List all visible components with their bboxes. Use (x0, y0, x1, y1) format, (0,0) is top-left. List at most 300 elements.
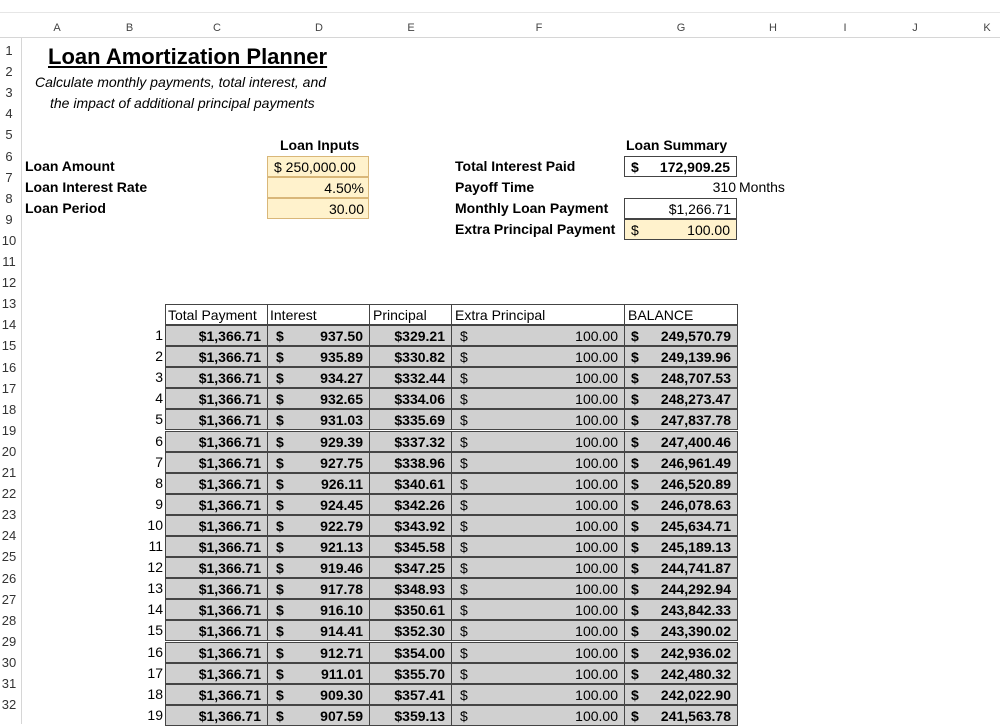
loan-amount-label: Loan Amount (25, 158, 115, 174)
extra-principal-value: 100.00 (575, 370, 618, 387)
balance-cell[interactable] (624, 663, 738, 684)
total-interest-cell[interactable] (624, 156, 737, 177)
currency-symbol: $ (631, 496, 639, 513)
extra-principal-value: 100.00 (575, 496, 618, 513)
subtitle-line-2: the impact of additional principal payments (50, 95, 315, 111)
extra-principal-cell[interactable] (451, 367, 625, 388)
currency-symbol: $ (276, 517, 284, 534)
interest-value: 931.03 (320, 412, 363, 429)
extra-principal-value: 100.00 (575, 475, 618, 492)
balance-value: 249,570.79 (660, 328, 731, 344)
principal-cell[interactable]: $337.32 (369, 431, 452, 452)
column-header-3[interactable]: D (315, 22, 323, 34)
extra-principal-cell[interactable] (451, 515, 625, 536)
interest-value: 935.89 (320, 349, 363, 366)
monthly-payment-label: Monthly Loan Payment (455, 200, 609, 216)
total-payment-cell[interactable]: $1,366.71 (165, 515, 268, 536)
principal-cell[interactable]: $345.58 (369, 536, 452, 557)
interest-value: 916.10 (320, 602, 363, 619)
interest-cell[interactable] (267, 642, 370, 663)
row-header-divider (21, 38, 22, 724)
principal-cell[interactable]: $338.96 (369, 452, 452, 473)
interest-value: 912.71 (320, 644, 363, 661)
balance-value: 244,741.87 (660, 560, 731, 577)
row-index: 9 (155, 495, 163, 512)
interest-cell[interactable] (267, 494, 370, 515)
balance-value: 241,563.78 (660, 707, 731, 724)
row-header[interactable]: 11 (2, 254, 16, 269)
currency-symbol: $ (460, 391, 468, 408)
table-header-total-payment[interactable]: Total Payment (165, 304, 268, 325)
principal-cell[interactable]: $348.93 (369, 578, 452, 599)
row-header[interactable]: 14 (1, 317, 17, 333)
interest-cell[interactable] (267, 684, 370, 705)
table-header-extra-principal[interactable]: Extra Principal (451, 304, 625, 325)
loan-summary-header: Loan Summary (626, 137, 728, 153)
column-header-0[interactable]: A (53, 22, 61, 34)
extra-principal-value: 100.00 (575, 581, 618, 598)
total-payment-cell[interactable]: $1,366.71 (165, 409, 268, 430)
interest-cell[interactable] (267, 578, 370, 599)
interest-cell[interactable] (267, 515, 370, 536)
currency-symbol: $ (460, 328, 468, 344)
currency-symbol: $ (631, 159, 639, 175)
total-payment-cell[interactable]: $1,366.71 (165, 346, 268, 367)
currency-symbol: $ (276, 454, 284, 471)
total-payment-cell[interactable]: $1,366.71 (165, 388, 268, 409)
currency-symbol: $ (460, 707, 468, 724)
table-header-balance[interactable]: BALANCE (624, 304, 738, 325)
balance-value: 247,400.46 (660, 433, 731, 450)
principal-cell[interactable]: $335.69 (369, 409, 452, 430)
interest-cell[interactable] (267, 452, 370, 473)
currency-symbol: $ (276, 349, 284, 366)
extra-principal-value: 100.00 (575, 349, 618, 366)
loan-period-input[interactable]: 30.00 (267, 198, 369, 219)
extra-principal-cell[interactable] (451, 473, 625, 494)
extra-principal-cell[interactable] (451, 684, 625, 705)
row-index: 4 (155, 390, 163, 407)
row-index: 2 (155, 348, 163, 365)
currency-symbol: $ (276, 539, 284, 555)
interest-value: 921.13 (320, 539, 363, 555)
currency-symbol: $ (631, 644, 639, 661)
principal-cell[interactable]: $354.00 (369, 642, 452, 663)
column-header-7[interactable]: H (769, 22, 777, 34)
total-payment-cell[interactable]: $1,366.71 (165, 494, 268, 515)
balance-cell[interactable] (624, 599, 738, 620)
principal-cell[interactable]: $347.25 (369, 557, 452, 578)
row-header[interactable]: 18 (1, 401, 17, 417)
row-index: 19 (147, 706, 163, 723)
currency-symbol: $ (276, 623, 284, 640)
row-index: 16 (147, 643, 163, 660)
extra-principal-value: 100.00 (575, 560, 618, 577)
extra-principal-value: 100.00 (575, 328, 618, 344)
column-header-4[interactable]: E (407, 22, 415, 34)
currency-symbol: $ (276, 496, 284, 513)
table-header-principal[interactable]: Principal (369, 304, 452, 325)
total-payment-cell[interactable]: $1,366.71 (165, 620, 268, 641)
principal-cell[interactable]: $334.06 (369, 388, 452, 409)
currency-symbol: $ (460, 349, 468, 366)
currency-symbol: $ (276, 581, 284, 598)
payoff-time-value[interactable]: 310 (712, 179, 736, 195)
extra-principal-value: 100.00 (687, 222, 730, 238)
currency-symbol: $ (460, 517, 468, 534)
row-index: 8 (155, 474, 163, 491)
currency-symbol: $ (631, 475, 639, 492)
principal-cell[interactable]: $332.44 (369, 367, 452, 388)
row-header[interactable]: 4 (5, 106, 13, 122)
row-index: 3 (155, 369, 163, 386)
extra-principal-cell[interactable] (451, 705, 625, 726)
interest-value: 926.11 (320, 475, 363, 492)
table-header-interest[interactable]: Interest (267, 304, 370, 325)
extra-principal-cell[interactable] (451, 578, 625, 599)
balance-cell[interactable] (624, 494, 738, 515)
extra-principal-value: 100.00 (575, 433, 618, 450)
balance-cell[interactable] (624, 642, 738, 663)
extra-principal-value: 100.00 (575, 539, 618, 555)
currency-symbol: $ (460, 475, 468, 492)
extra-principal-value: 100.00 (575, 454, 618, 471)
extra-principal-cell[interactable] (451, 346, 625, 367)
total-payment-cell[interactable]: $1,366.71 (165, 557, 268, 578)
balance-value: 244,292.94 (660, 581, 731, 598)
currency-symbol: $ (631, 581, 639, 598)
total-payment-cell[interactable]: $1,366.71 (165, 536, 268, 557)
row-index: 5 (155, 411, 163, 428)
extra-principal-cell[interactable] (451, 325, 625, 346)
currency-symbol: $ (276, 433, 284, 450)
column-header-5[interactable]: F (535, 22, 543, 34)
row-header[interactable]: 2 (5, 64, 13, 80)
interest-value: 907.59 (320, 707, 363, 724)
total-payment-cell[interactable]: $1,366.71 (165, 367, 268, 388)
extra-principal-cell[interactable] (451, 409, 625, 430)
currency-symbol: $ (460, 644, 468, 661)
principal-cell[interactable]: $329.21 (369, 325, 452, 346)
loan-period-label: Loan Period (25, 200, 106, 216)
currency-symbol: $ (460, 686, 468, 703)
total-interest-value: 172,909.25 (659, 159, 730, 175)
balance-cell[interactable] (624, 515, 738, 536)
row-header[interactable]: 27 (1, 591, 17, 607)
row-header[interactable]: 5 (5, 127, 13, 143)
extra-principal-cell[interactable] (451, 536, 625, 557)
balance-cell[interactable] (624, 620, 738, 641)
row-header[interactable]: 7 (5, 169, 13, 185)
interest-cell[interactable] (267, 663, 370, 684)
currency-symbol: $ (631, 222, 639, 238)
extra-principal-cell[interactable] (451, 642, 625, 663)
total-payment-cell[interactable]: $1,366.71 (165, 705, 268, 726)
interest-cell[interactable] (267, 536, 370, 557)
currency-symbol: $ (276, 644, 284, 661)
row-index: 1 (155, 327, 163, 343)
currency-symbol: $ (631, 349, 639, 366)
balance-value: 242,480.32 (660, 665, 731, 682)
row-header[interactable]: 17 (1, 380, 17, 396)
currency-symbol: $ (631, 665, 639, 682)
extra-principal-cell[interactable] (451, 452, 625, 473)
interest-value: 919.46 (320, 560, 363, 577)
interest-cell[interactable] (267, 367, 370, 388)
interest-value: 917.78 (320, 581, 363, 598)
currency-symbol: $ (460, 623, 468, 640)
interest-cell[interactable] (267, 346, 370, 367)
currency-symbol: $ (631, 623, 639, 640)
currency-symbol: $ (460, 602, 468, 619)
interest-value: 909.30 (320, 686, 363, 703)
payoff-time-label: Payoff Time (455, 179, 535, 195)
balance-value: 248,273.47 (660, 391, 731, 408)
currency-symbol: $ (631, 686, 639, 703)
balance-value: 247,837.78 (660, 412, 731, 429)
total-payment-cell[interactable]: $1,366.71 (165, 663, 268, 684)
interest-cell[interactable] (267, 325, 370, 346)
currency-symbol: $ (276, 707, 284, 724)
row-index: 13 (147, 580, 163, 597)
loan-amount-input[interactable]: $ 250,000.00 (267, 156, 369, 177)
balance-value: 243,842.33 (660, 602, 731, 619)
row-header[interactable]: 25 (1, 549, 17, 565)
total-payment-cell[interactable]: $1,366.71 (165, 473, 268, 494)
column-header-2[interactable]: C (213, 22, 221, 34)
monthly-payment-value[interactable]: $1,266.71 (624, 198, 737, 219)
interest-value: 937.50 (320, 328, 363, 344)
loan-rate-label: Loan Interest Rate (25, 179, 148, 195)
currency-symbol: $ (460, 412, 468, 429)
extra-principal-cell[interactable] (451, 557, 625, 578)
row-header[interactable]: 28 (1, 612, 17, 628)
interest-value: 934.27 (320, 370, 363, 387)
currency-symbol: $ (460, 581, 468, 598)
page-title: Loan Amortization Planner (48, 44, 328, 69)
interest-value: 929.39 (320, 433, 363, 450)
column-header-9[interactable]: J (912, 22, 918, 34)
balance-value: 242,936.02 (660, 644, 731, 661)
row-index: 18 (147, 685, 163, 702)
row-header[interactable]: 29 (1, 633, 17, 649)
interest-cell[interactable] (267, 431, 370, 452)
currency-symbol: $ (631, 560, 639, 577)
balance-cell[interactable] (624, 684, 738, 705)
currency-symbol: $ (631, 602, 639, 619)
interest-value: 914.41 (320, 623, 363, 640)
extra-principal-value: 100.00 (575, 412, 618, 429)
row-header[interactable]: 31 (1, 676, 17, 691)
balance-cell[interactable] (624, 705, 738, 726)
column-header-10[interactable]: K (983, 22, 991, 34)
balance-cell[interactable] (624, 452, 738, 473)
currency-symbol: $ (276, 412, 284, 429)
currency-symbol: $ (631, 370, 639, 387)
row-header[interactable]: 22 (1, 486, 17, 502)
balance-value: 246,078.63 (660, 496, 731, 513)
currency-symbol: $ (631, 707, 639, 724)
row-header[interactable]: 23 (1, 507, 17, 523)
total-payment-cell[interactable]: $1,366.71 (165, 642, 268, 663)
extra-principal-cell[interactable] (451, 620, 625, 641)
extra-principal-cell[interactable] (451, 663, 625, 684)
row-header[interactable]: 13 (1, 296, 17, 312)
currency-symbol: $ (460, 539, 468, 555)
balance-value: 245,634.71 (660, 517, 731, 534)
row-header[interactable]: 1 (5, 43, 13, 58)
interest-value: 924.45 (320, 496, 363, 513)
balance-cell[interactable] (624, 346, 738, 367)
principal-cell[interactable]: $340.61 (369, 473, 452, 494)
interest-value: 911.01 (320, 665, 363, 682)
extra-principal-value: 100.00 (575, 686, 618, 703)
extra-principal-value: 100.00 (575, 623, 618, 640)
balance-value: 242,022.90 (660, 686, 731, 703)
row-header[interactable]: 10 (1, 232, 17, 248)
principal-cell[interactable]: $342.26 (369, 494, 452, 515)
row-header[interactable]: 24 (1, 528, 17, 544)
extra-principal-input[interactable] (624, 219, 737, 240)
total-payment-cell[interactable]: $1,366.71 (165, 599, 268, 620)
principal-cell[interactable]: $352.30 (369, 620, 452, 641)
row-header[interactable]: 15 (1, 338, 17, 354)
total-interest-label: Total Interest Paid (455, 158, 576, 174)
currency-symbol: $ (460, 454, 468, 471)
interest-cell[interactable] (267, 409, 370, 430)
currency-symbol: $ (276, 560, 284, 577)
extra-principal-value: 100.00 (575, 602, 618, 619)
principal-cell[interactable]: $359.13 (369, 705, 452, 726)
total-payment-cell[interactable]: $1,366.71 (165, 325, 268, 346)
extra-principal-value: 100.00 (575, 517, 618, 534)
currency-symbol: $ (276, 328, 284, 344)
row-header[interactable]: 16 (1, 359, 17, 375)
currency-symbol: $ (276, 686, 284, 703)
currency-symbol: $ (631, 517, 639, 534)
row-index: 17 (147, 664, 163, 681)
extra-principal-cell[interactable] (451, 599, 625, 620)
currency-symbol: $ (631, 454, 639, 471)
extra-principal-cell[interactable] (451, 494, 625, 515)
row-header[interactable]: 32 (1, 697, 17, 713)
balance-value: 245,189.13 (660, 539, 731, 555)
balance-cell[interactable] (624, 557, 738, 578)
balance-cell[interactable] (624, 431, 738, 452)
row-header[interactable]: 21 (1, 465, 17, 480)
balance-cell[interactable] (624, 325, 738, 346)
principal-cell[interactable]: $343.92 (369, 515, 452, 536)
interest-value: 922.79 (320, 517, 363, 534)
subtitle-line-1: Calculate monthly payments, total interest, and (35, 74, 327, 90)
column-header-divider (0, 37, 1000, 38)
currency-symbol: $ (460, 370, 468, 387)
interest-cell[interactable] (267, 620, 370, 641)
row-header[interactable]: 19 (1, 422, 17, 438)
balance-cell[interactable] (624, 367, 738, 388)
interest-value: 932.65 (320, 391, 363, 408)
currency-symbol: $ (276, 602, 284, 619)
row-index: 11 (148, 538, 163, 554)
currency-symbol: $ (276, 370, 284, 387)
row-header[interactable]: 6 (5, 148, 13, 164)
payoff-unit: Months (739, 179, 785, 195)
interest-cell[interactable] (267, 557, 370, 578)
row-index: 10 (147, 516, 163, 533)
total-payment-cell[interactable]: $1,366.71 (165, 431, 268, 452)
row-header[interactable]: 20 (1, 443, 17, 459)
principal-cell[interactable]: $330.82 (369, 346, 452, 367)
loan-rate-input[interactable]: 4.50% (267, 177, 369, 198)
currency-symbol: $ (631, 412, 639, 429)
balance-value: 246,520.89 (660, 475, 731, 492)
balance-cell[interactable] (624, 473, 738, 494)
row-header[interactable]: 26 (1, 570, 17, 586)
principal-cell[interactable]: $355.70 (369, 663, 452, 684)
currency-symbol: $ (276, 475, 284, 492)
extra-principal-value: 100.00 (575, 644, 618, 661)
column-header-6[interactable]: G (676, 22, 686, 34)
principal-cell[interactable]: $357.41 (369, 684, 452, 705)
column-header-8[interactable]: I (843, 22, 847, 34)
balance-cell[interactable] (624, 409, 738, 430)
column-header-1[interactable]: B (125, 22, 134, 34)
currency-symbol: $ (276, 665, 284, 682)
interest-cell[interactable] (267, 473, 370, 494)
interest-cell[interactable] (267, 705, 370, 726)
currency-symbol: $ (460, 665, 468, 682)
row-header[interactable]: 3 (5, 85, 13, 101)
row-index: 7 (155, 453, 163, 470)
total-payment-cell[interactable]: $1,366.71 (165, 684, 268, 705)
balance-cell[interactable] (624, 536, 738, 557)
balance-value: 246,961.49 (660, 454, 731, 471)
row-header[interactable]: 12 (1, 275, 17, 291)
extra-principal-value: 100.00 (575, 665, 618, 682)
row-index: 15 (147, 622, 163, 639)
interest-cell[interactable] (267, 388, 370, 409)
currency-symbol: $ (631, 539, 639, 555)
row-header[interactable]: 8 (5, 190, 13, 206)
balance-cell[interactable] (624, 388, 738, 409)
extra-principal-cell[interactable] (451, 431, 625, 452)
row-header[interactable]: 9 (5, 211, 13, 227)
row-index: 12 (147, 559, 163, 576)
currency-symbol: $ (631, 391, 639, 408)
balance-value: 248,707.53 (660, 370, 731, 387)
currency-symbol: $ (460, 433, 468, 450)
interest-value: 927.75 (320, 454, 363, 471)
currency-symbol: $ (460, 496, 468, 513)
balance-cell[interactable] (624, 578, 738, 599)
loan-inputs-header: Loan Inputs (280, 137, 360, 153)
interest-cell[interactable] (267, 599, 370, 620)
balance-value: 249,139.96 (660, 349, 731, 366)
total-payment-cell[interactable]: $1,366.71 (165, 578, 268, 599)
extra-principal-cell[interactable] (451, 388, 625, 409)
extra-principal-label: Extra Principal Payment (455, 221, 616, 237)
currency-symbol: $ (276, 391, 284, 408)
currency-symbol: $ (631, 328, 639, 344)
row-header[interactable]: 30 (1, 654, 17, 670)
row-index: 14 (147, 601, 163, 618)
currency-symbol: $ (631, 433, 639, 450)
total-payment-cell[interactable]: $1,366.71 (165, 452, 268, 473)
extra-principal-value: 100.00 (575, 707, 618, 724)
currency-symbol: $ (460, 560, 468, 577)
row-index: 6 (155, 432, 163, 449)
principal-cell[interactable]: $350.61 (369, 599, 452, 620)
